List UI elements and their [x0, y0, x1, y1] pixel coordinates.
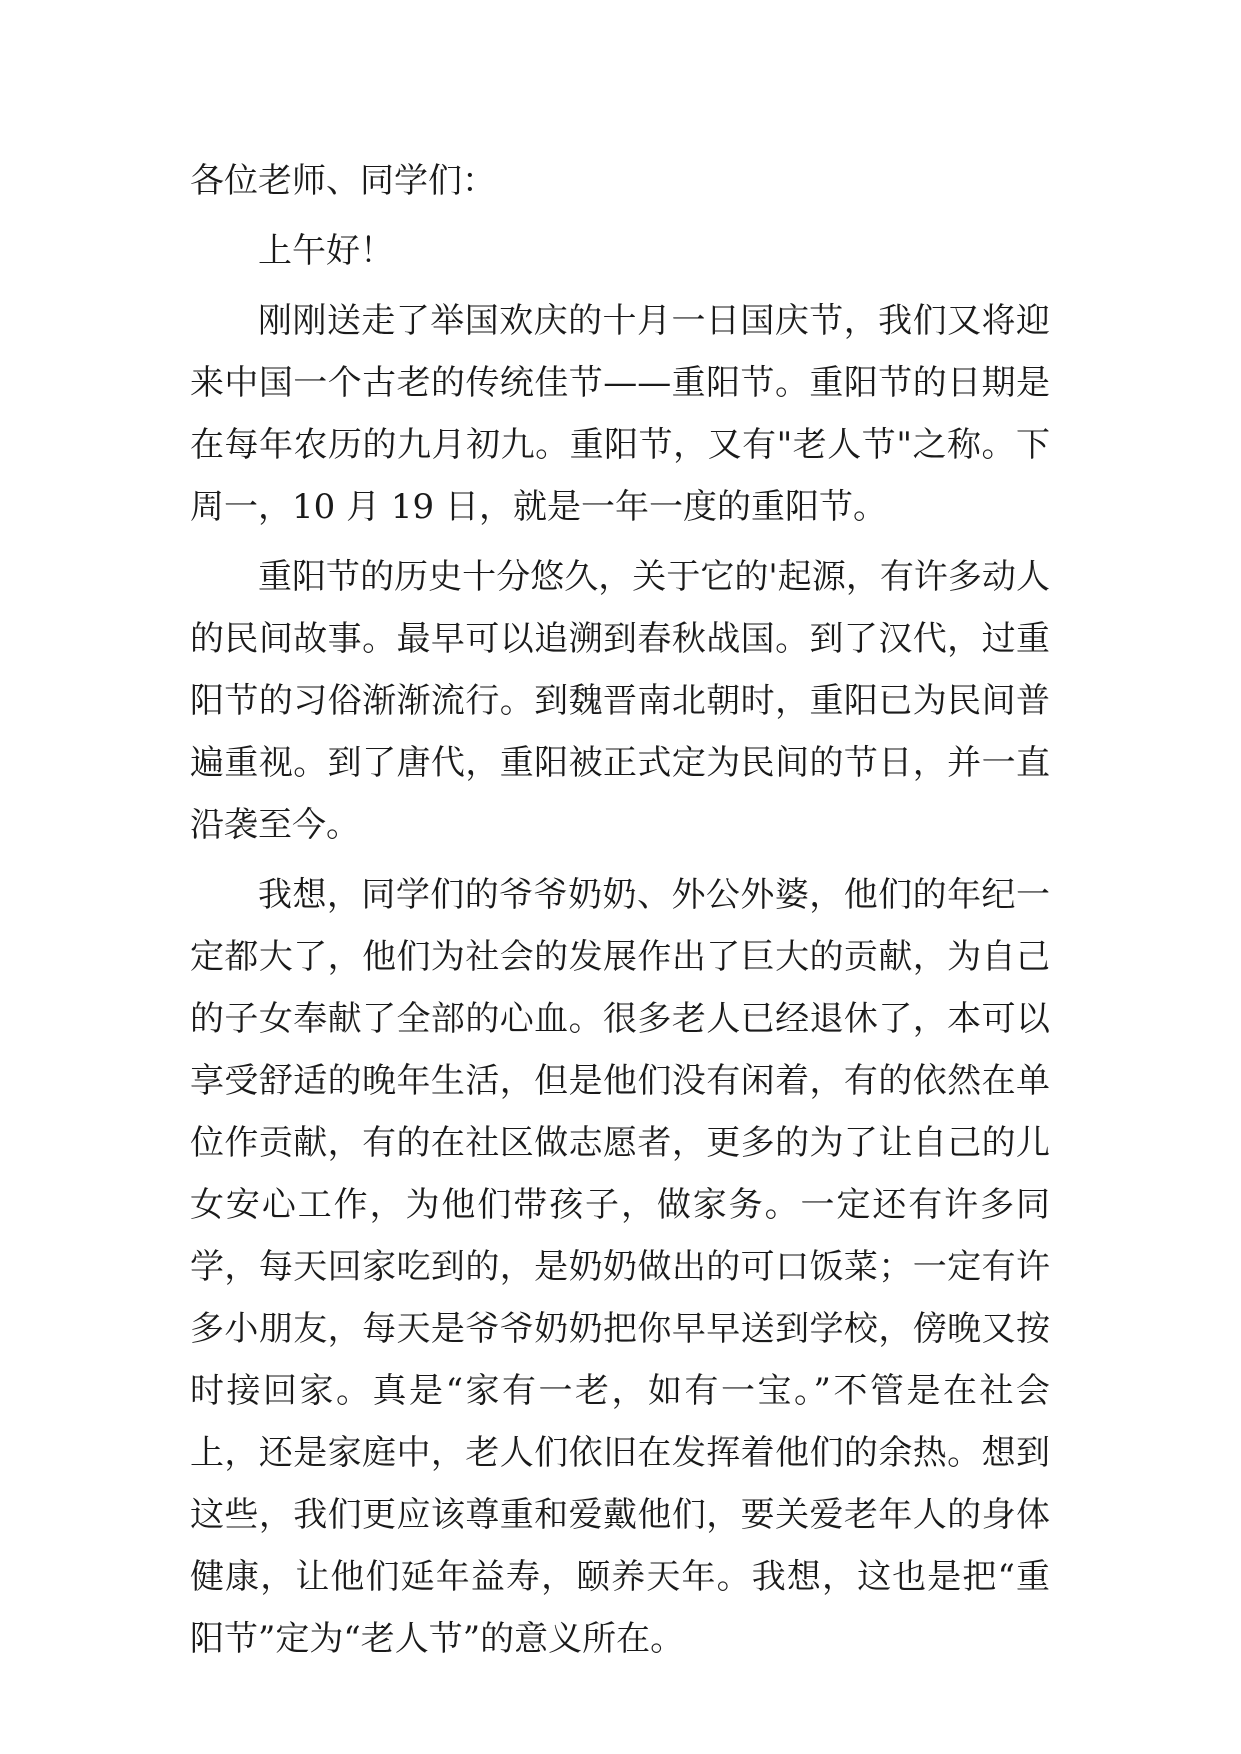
paragraph-history: 重阳节的历史十分悠久，关于它的'起源，有许多动人的民间故事。最早可以追溯到春秋战国。到了汉代，过重阳节的习俗渐渐流行。到魏晋南北朝时，重阳已为民间普遍重视。到了唐代，重阳被正式定为民间的节日，并一直沿袭至今。: [190, 557, 1050, 845]
paragraph-intro: 刚刚送走了举国欢庆的十月一日国庆节，我们又将迎来中国一个古老的传统佳节——重阳节。重阳节的日期是在每年农历的九月初九。重阳节，又有"老人节"之称。下周一，10 月 19 日，就是一年一度的重阳节。: [190, 301, 1050, 527]
paragraph-elders: 我想，同学们的爷爷奶奶、外公外婆，他们的年纪一定都大了，他们为社会的发展作出了巨大的贡献，为自己的子女奉献了全部的心血。很多老人已经退休了，本可以享受舒适的晚年生活，但是他们没有闲着，有的依然在单位作贡献，有的在社区做志愿者，更多的为了让自己的儿女安心工作，为他们带孩子，做家务。一定还有许多同学，每天回家吃到的，是奶奶做出的可口饭菜；一定有许多小朋友，每天是爷爷奶奶把你早早送到学校，傍晚又按时接回家。真是“家有一老，如有一宝。”不管是在社会上，还是家庭中，老人们依旧在发挥着他们的余热。想到这些，我们更应该尊重和爱戴他们，要关爱老年人的身体健康，让他们延年益寿，颐养天年。我想，这也是把“重阳节”定为“老人节”的意义所在。: [190, 875, 1050, 1659]
salutation: 各位老师、同学们：: [190, 161, 496, 201]
speech-text-body: [190, 150, 1050, 1678]
greeting-paragraph: 上午好！: [258, 231, 394, 271]
